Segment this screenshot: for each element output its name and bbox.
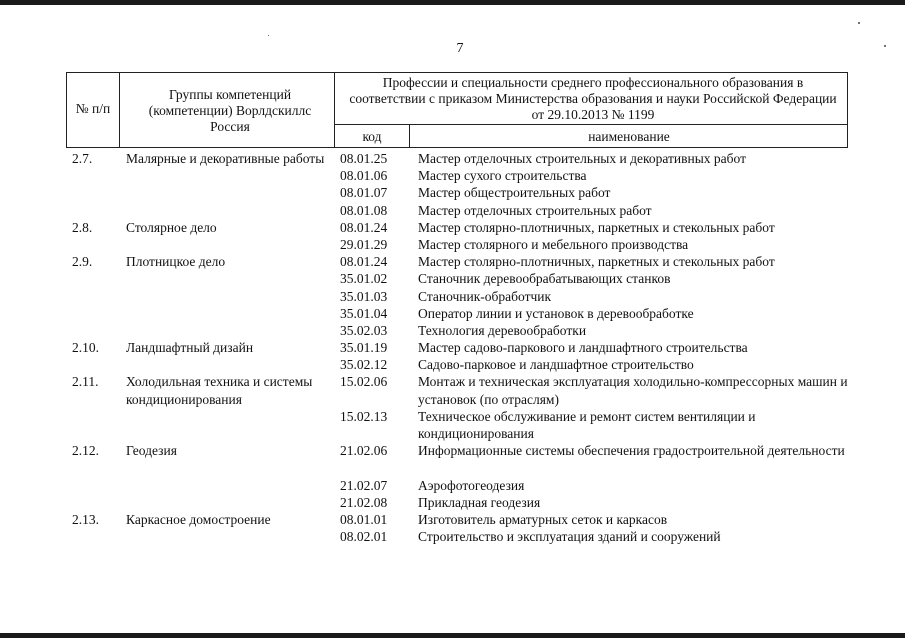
competence-group: Каркасное домостроение: [126, 511, 271, 527]
scan-speck: [858, 22, 860, 24]
table-row: [66, 408, 848, 442]
table-row: [66, 150, 848, 167]
profession-name: Монтаж и техническая эксплуатация холодильно-компрессорных машин и установок (по отраслям): [418, 374, 848, 407]
profession-code: 21.02.06: [340, 443, 388, 459]
profession-name: Станочник деревообрабатывающих станков: [418, 271, 671, 287]
table-row: [66, 184, 848, 201]
header-divider: [119, 73, 120, 147]
table-row: [66, 511, 848, 528]
table-row: [66, 494, 848, 511]
table-row: [66, 167, 848, 184]
table-row: [66, 373, 848, 407]
profession-name: Станочник-обработчик: [418, 288, 552, 304]
profession-code: 35.01.19: [340, 340, 388, 356]
profession-name: Мастер садово-паркового и ландшафтного строительства: [418, 340, 748, 356]
row-number: 2.12.: [72, 443, 99, 459]
profession-code: 08.01.07: [340, 185, 388, 201]
scan-speck: [884, 45, 886, 47]
competence-group: Плотницкое дело: [126, 254, 226, 270]
header-num: № п/п: [75, 101, 111, 116]
competence-group: Малярные и декоративные работы: [126, 151, 325, 166]
profession-code: 35.02.03: [340, 322, 388, 338]
header-groups: Группы компетенций (компетенции) Ворлдскиллс Россия: [148, 87, 312, 134]
profession-name: Строительство и эксплуатация зданий и сооружений: [418, 529, 721, 545]
table-row: [66, 253, 848, 270]
table-row: [66, 528, 848, 545]
profession-code: 21.02.08: [340, 494, 388, 510]
table-row: [66, 356, 848, 373]
header-divider: [334, 124, 847, 125]
profession-code: 08.01.06: [340, 168, 388, 184]
table-row: [66, 236, 848, 253]
profession-code: 15.02.06: [340, 374, 388, 390]
table-row: [66, 219, 848, 236]
profession-name: Техническое обслуживание и ремонт систем вентиляции и кондиционирования: [418, 408, 756, 442]
profession-code: 08.02.01: [340, 529, 388, 545]
table-body: [66, 150, 848, 545]
competence-group: Холодильная техника и системы кондиционирования: [126, 374, 313, 407]
profession-code: 15.02.13: [340, 408, 388, 424]
profession-name: Мастер отделочных строительных и декоративных работ: [418, 151, 746, 166]
table-row: [66, 270, 848, 287]
profession-name: Мастер столярно-плотничных, паркетных и стекольных работ: [418, 254, 775, 270]
page-number: 7: [456, 41, 464, 56]
table-row: [66, 288, 848, 305]
profession-name: Технология деревообработки: [418, 322, 587, 338]
header-name: наименование: [588, 129, 670, 144]
profession-name: Оператор линии и установок в деревообработке: [418, 305, 694, 321]
profession-code: 08.01.01: [340, 511, 388, 527]
profession-name: Мастер столярного и мебельного производства: [418, 236, 689, 252]
competence-group: Ландшафтный дизайн: [126, 340, 254, 356]
profession-name: Мастер общестроительных работ: [418, 185, 611, 201]
row-number: 2.13.: [72, 511, 99, 527]
scan-bottom-border: [0, 633, 905, 638]
profession-code: 35.02.12: [340, 357, 388, 373]
profession-code: 08.01.08: [340, 202, 388, 218]
profession-code: 08.01.24: [340, 254, 388, 270]
profession-name: Изготовитель арматурных сеток и каркасов: [418, 511, 668, 527]
table-row: [66, 442, 848, 476]
table-row: [66, 339, 848, 356]
row-number: 2.7.: [72, 151, 93, 166]
row-number: 2.8.: [72, 219, 93, 235]
profession-code: 21.02.07: [340, 477, 388, 493]
table-row: [66, 305, 848, 322]
table-header: [66, 72, 848, 148]
row-number: 2.11.: [72, 374, 99, 390]
profession-name: Аэрофотогеодезия: [418, 477, 525, 493]
header-code: код: [362, 129, 382, 144]
profession-name: Информационные системы обеспечения градостроительной деятельности: [418, 443, 845, 459]
header-professions: Профессии и специальности среднего профессионального образования в соответствии с приказом Министерства образования и науки Российской Федерации от 29.10.2013 № 1199: [349, 75, 837, 122]
profession-code: 35.01.03: [340, 288, 388, 304]
profession-name: Садово-парковое и ландшафтное строительство: [418, 357, 694, 373]
scan-speck: [268, 35, 269, 36]
profession-name: Мастер отделочных строительных работ: [418, 202, 652, 218]
profession-code: 29.01.29: [340, 236, 388, 252]
profession-code: 35.01.02: [340, 271, 388, 287]
competence-group: Столярное дело: [126, 219, 217, 235]
profession-name: Прикладная геодезия: [418, 494, 541, 510]
table-row: [66, 477, 848, 494]
profession-code: 08.01.24: [340, 219, 388, 235]
profession-code: 08.01.25: [340, 151, 388, 166]
table-row: [66, 202, 848, 219]
table-row: [66, 322, 848, 339]
row-number: 2.9.: [72, 254, 93, 270]
row-number: 2.10.: [72, 340, 99, 356]
competence-group: Геодезия: [126, 443, 177, 459]
profession-name: Мастер столярно-плотничных, паркетных и стекольных работ: [418, 219, 775, 235]
profession-code: 35.01.04: [340, 305, 388, 321]
profession-name: Мастер сухого строительства: [418, 168, 587, 184]
scan-top-border: [0, 0, 905, 5]
